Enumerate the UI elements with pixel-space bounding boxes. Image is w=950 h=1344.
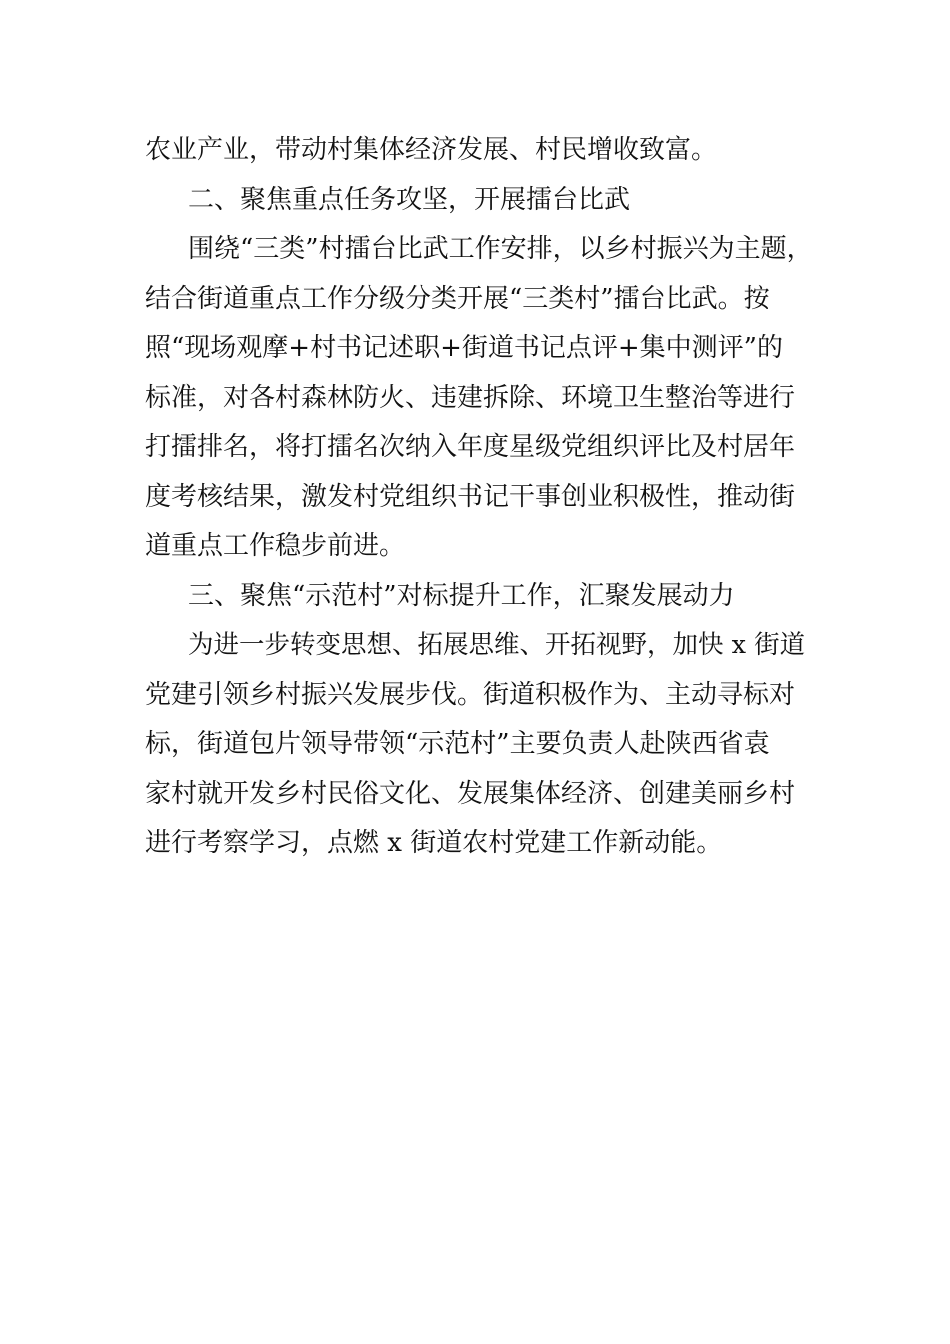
paragraph-line: 结合街道重点工作分级分类开展“三类村”擂台比武。按 — [145, 283, 770, 314]
paragraph-line: 围绕“三类”村擂台比武工作安排，以乡村振兴为主题， — [188, 234, 813, 264]
paragraph-line: 度考核结果，激发村党组织书记干事创业积极性，推动街 — [145, 481, 796, 512]
paragraph-line: 打擂排名，将打擂名次纳入年度星级党组织评比及村居年 — [145, 432, 796, 462]
paragraph-line: 进行考察学习，点燃 x 街道农村党建工作新动能。 — [145, 828, 723, 858]
paragraph-line: 党建引领乡村振兴发展步伐。街道积极作为、主动寻标对 — [145, 679, 796, 710]
section-heading-two: 二、聚焦重点任务攻坚，开展擂台比武 — [188, 184, 631, 215]
paragraph-line: 道重点工作稳步前进。 — [145, 531, 406, 561]
paragraph-line: 标，街道包片领导带领“示范村”主要负责人赴陕西省袁 — [145, 729, 770, 759]
paragraph-line: 家村就开发乡村民俗文化、发展集体经济、创建美丽乡村 — [145, 778, 796, 809]
paragraph-line: 为进一步转变思想、拓展思维、开拓视野，加快 x 街道 — [188, 630, 806, 660]
paragraph-line-continuation: 农业产业，带动村集体经济发展、村民增收致富。 — [145, 135, 718, 165]
paragraph-line: 照“现场观摩+村书记述职+街道书记点评+集中测评”的 — [145, 333, 783, 363]
document-body — [145, 126, 815, 869]
section-heading-three: 三、聚焦“示范村”对标提升工作，汇聚发展动力 — [188, 580, 735, 611]
paragraph-line: 标准，对各村森林防火、违建拆除、环境卫生整治等进行 — [145, 382, 796, 413]
